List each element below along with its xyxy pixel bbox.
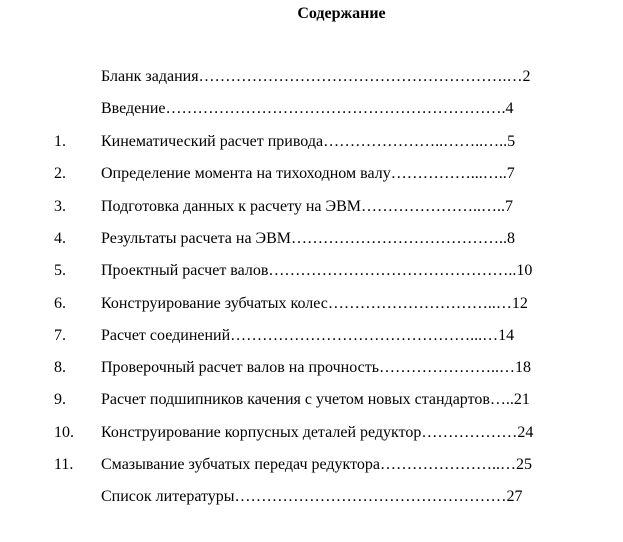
- toc-entry-line: Расчет соединений………………………………………...…14: [101, 327, 515, 344]
- toc-entry-number: 9.: [54, 391, 66, 408]
- toc-entry-number: 7.: [54, 327, 66, 344]
- toc-entry-number: 3.: [54, 198, 66, 215]
- toc-entry-line: Список литературы……………………………………………27: [101, 488, 523, 505]
- toc-entry-line: Проверочный расчет валов на прочность…………………..…18: [101, 359, 531, 376]
- toc-entry-line: Кинематический расчет привода…………………..……..…..5: [101, 133, 516, 150]
- toc-entry-number: 4.: [54, 230, 66, 247]
- toc-entry-line: Смазывание зубчатых передач редуктора…………………..…25: [101, 456, 532, 473]
- toc-entry-line: Конструирование зубчатых колес…………………………..…12: [101, 295, 528, 312]
- page-title: Содержание: [297, 5, 386, 22]
- toc-entry-number: 5.: [54, 262, 66, 279]
- toc-entry-number: 2.: [54, 165, 66, 182]
- toc-entry-line: Определение момента на тихоходном валу……………...…..7: [101, 165, 515, 182]
- toc-entry-line: Бланк задания………………………………………………….…2: [101, 68, 531, 85]
- toc-entry-line: Результаты расчета на ЭВМ…………………………………..8: [101, 230, 515, 247]
- toc-entry-line: Проектный расчет валов………………………………………..10: [101, 262, 533, 279]
- toc-entry-number: 10.: [54, 424, 74, 441]
- toc-entry-number: 1.: [54, 133, 66, 150]
- toc-entry-line: Расчет подшипников качения с учетом новых стандартов…..21: [101, 391, 530, 408]
- toc-entry-number: 6.: [54, 295, 66, 312]
- toc-entry-number: 8.: [54, 359, 66, 376]
- toc-entry-line: Подготовка данных к расчету на ЭВМ…………………..…..7: [101, 198, 513, 215]
- toc-entry-line: Конструирование корпусных деталей редуктор………………24: [101, 424, 534, 441]
- toc-entry-line: Введение……………………………………………………….4: [101, 100, 514, 117]
- toc-entry-number: 11.: [54, 456, 74, 473]
